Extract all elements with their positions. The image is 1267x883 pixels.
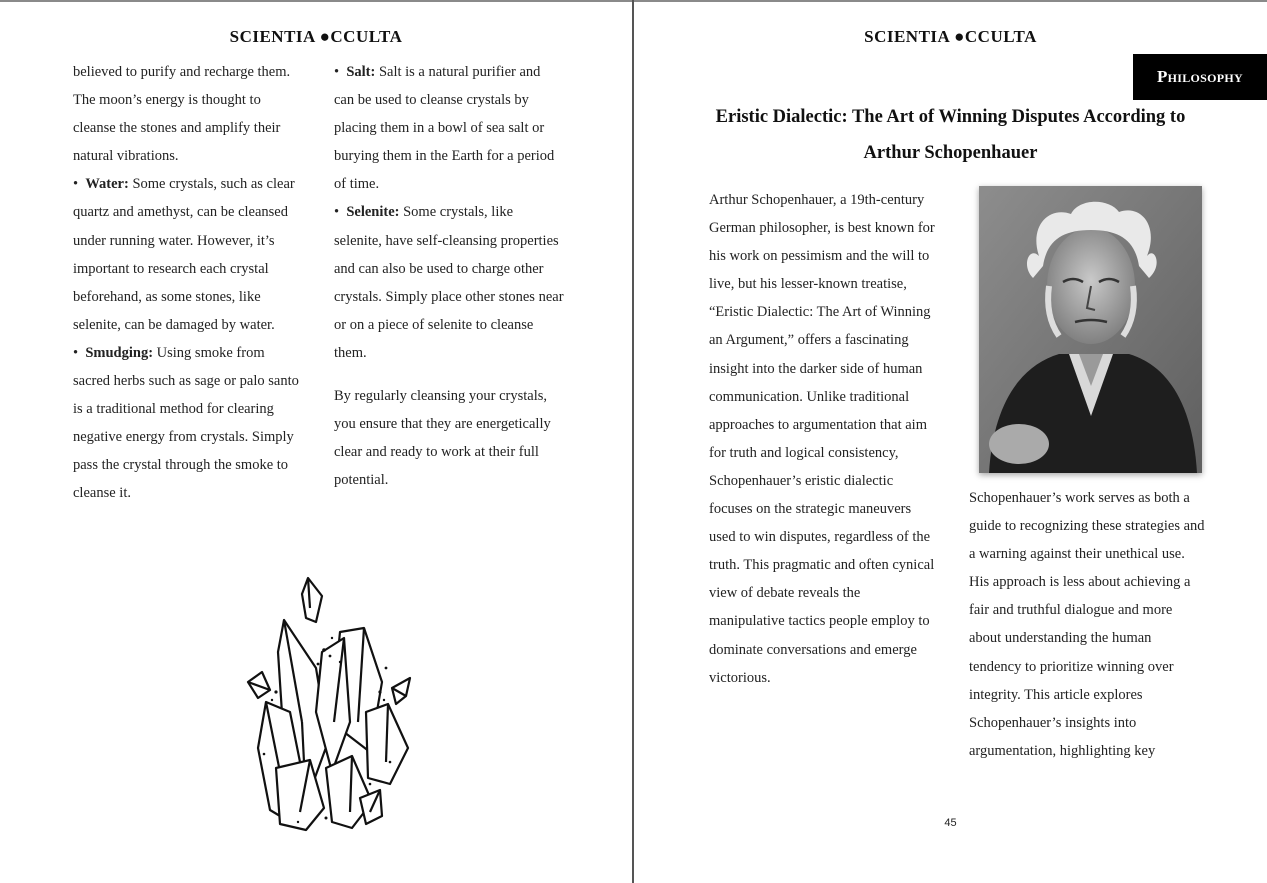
- article-title: Eristic Dialectic: The Art of Winning Disputes According to Arthur Schopenhauer: [715, 107, 1186, 163]
- bullet-text: Some crystals, like selenite, have self-cleansing properties and can also be used to charge other crystals. Simply place other stones near or on a piece of selenite to cleanse them.: [334, 204, 564, 361]
- bullet-water: • Water: Some crystals, such as clear quartz and amethyst, can be cleansed under running water. However, it’s important to research each crystal beforehand, as some stones, like selenite, can be damaged by water.: [73, 176, 295, 333]
- article-paragraph-2: Schopenhauer’s work serves as both a guide to recognizing these strategies and a warning against their unethical use. His approach is less about achieving a fair and truthful dialogue and more about understanding the human tendency to prioritize winning over integrity. This article explores Schopenhauer’s insights into argumentation, highlighting key: [969, 490, 1205, 759]
- masthead-left: SCIENTIA ●CCULTA: [229, 27, 403, 46]
- bullet-label: Smudging:: [85, 344, 154, 361]
- crystal-cluster-icon: [240, 572, 420, 834]
- portrait-image: [979, 186, 1202, 473]
- bullet-text: Using smoke from sacred herbs such as sage or palo santo is a traditional method for clearing negative energy from crystals. Simply pass the crystal through the smoke to cleanse it.: [73, 344, 299, 502]
- bullet-label: Selenite:: [346, 204, 400, 221]
- bullet-text: Salt is a natural purifier and can be used to cleanse crystals by placing them in a bowl of sea salt or burying them in the Earth for a period of time.: [334, 64, 555, 193]
- section-tag: Philosophy: [1133, 54, 1267, 100]
- left-page: [0, 0, 632, 883]
- bullet-label: Water:: [85, 176, 129, 193]
- page-number: 45: [944, 817, 957, 829]
- left-column-1: [73, 58, 303, 508]
- bullet-salt: • Salt: Salt is a natural purifier and can be used to cleanse crystals by placing them in a bowl of sea salt or burying them in the Earth for a period of time.: [334, 64, 555, 193]
- bullet-text: Some crystals, such as clear quartz and amethyst, can be cleansed under running water. However, it’s important to research each crystal beforehand, as some stones, like selenite, can be damaged by water.: [73, 176, 295, 333]
- closing-paragraph: By regularly cleansing your crystals, you ensure that they are energetically clear and ready to work at their full potential.: [334, 388, 551, 489]
- bullet-label: Salt:: [346, 64, 376, 80]
- article-column-1: [709, 186, 935, 692]
- article-paragraph-1: Arthur Schopenhauer, a 19th-century German philosopher, is best known for his work on pessimism and the will to live, but his lesser-known treatise, “Eristic Dialectic: The Art of Winning an Argument,” offers a fascinating insight into the darker side of human communication. Unlike traditional approaches to argumentation that aim for truth and logical consistency, Schopenhauer’s eristic dialectic focuses on the strategic maneuvers used to win disputes, regardless of the truth. This pragmatic and often cynical view of debate reveals the manipulative tactics people employ to dominate conversations and emerge victorious.: [709, 192, 935, 686]
- bullet-selenite: • Selenite: Some crystals, like selenite, have self-cleansing properties and can also be used to charge other crystals. Simply place other stones near or on a piece of selenite to cleanse them.: [334, 204, 564, 361]
- left-column-2: [334, 58, 564, 494]
- continued-paragraph: believed to purify and recharge them. The moon’s energy is thought to cleanse the stones and amplify their natural vibrations.: [73, 64, 291, 165]
- right-page: [634, 0, 1267, 883]
- bullet-smudging: • Smudging: Using smoke from sacred herbs such as sage or palo santo is a traditional method for clearing negative energy from crystals. Simply pass the crystal through the smoke to cleanse it.: [73, 344, 299, 502]
- article-column-2: [969, 484, 1205, 765]
- masthead-right: SCIENTIA ●CCULTA: [864, 27, 1037, 46]
